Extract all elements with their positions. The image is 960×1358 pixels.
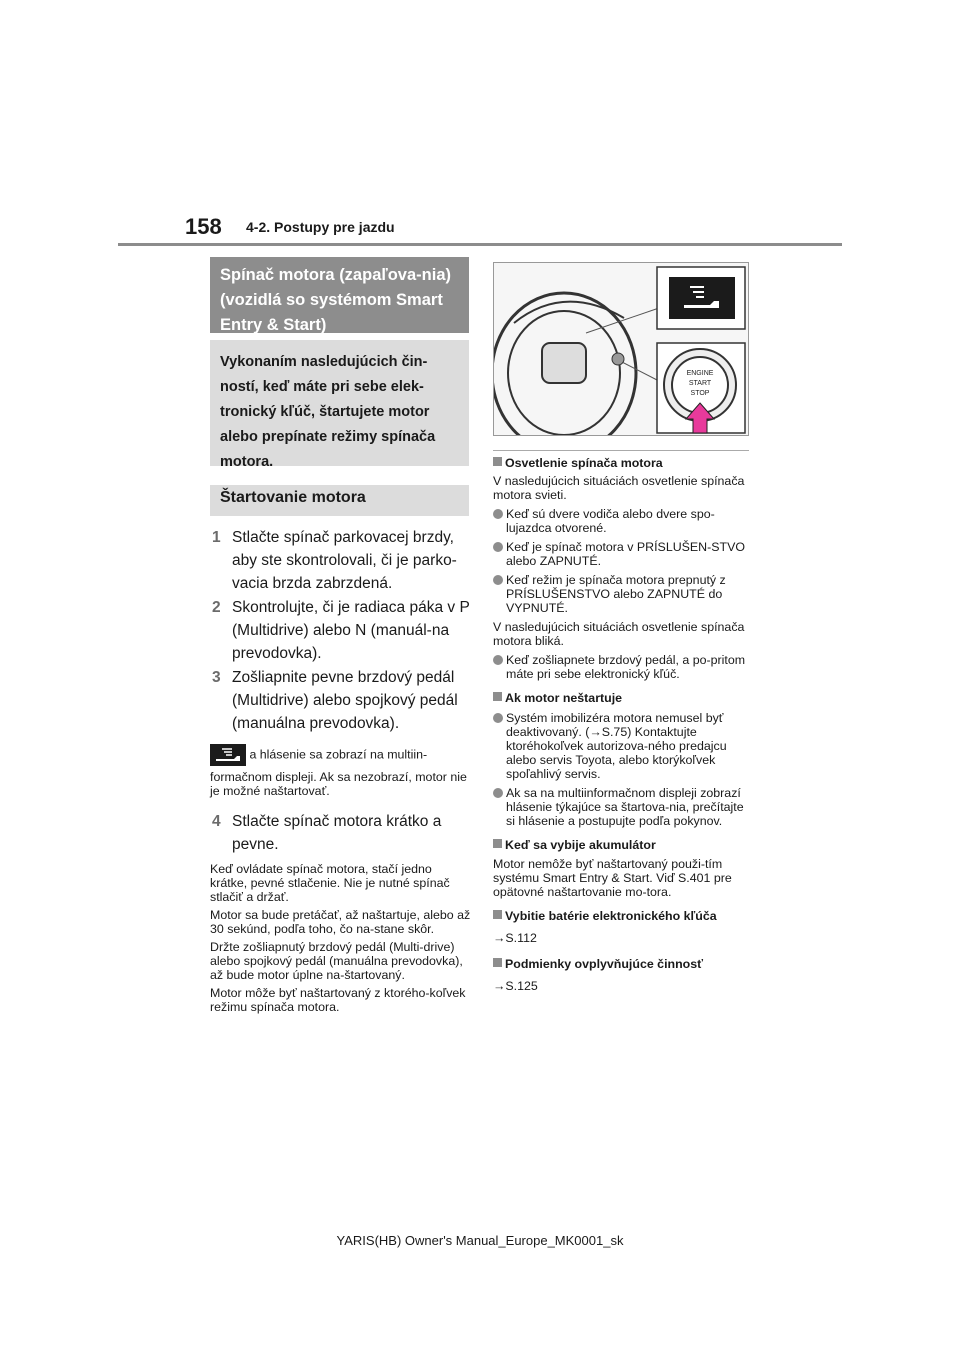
step-number: 1 bbox=[212, 529, 221, 546]
section-title: 4-2. Postupy pre jazdu bbox=[246, 219, 395, 235]
steering-wheel-drawing bbox=[494, 263, 749, 436]
button-label-start: START bbox=[688, 380, 712, 387]
notes bbox=[210, 862, 472, 1014]
step-text: Stlačte spínač motora krátko a pevne. bbox=[232, 813, 442, 853]
round-bullet-icon bbox=[493, 713, 503, 723]
page-reference[interactable]: →S.112 bbox=[493, 931, 537, 945]
topic-not-starting bbox=[493, 691, 753, 705]
round-bullet-icon bbox=[493, 575, 503, 585]
list-item bbox=[493, 711, 753, 781]
step-text: Skontrolujte, či je radiaca páka v P (Multidrive) alebo N (manuál-na prevodovka). bbox=[232, 599, 470, 662]
dashboard-illustration bbox=[493, 262, 749, 436]
list-item-text: Systém imobilizéra motora nemusel byť deaktivovaný. (→S.75) Kontaktujte ktoréhokoľvek autorizova-ného predajcu alebo servis Toyota, alebo ktorýkoľvek spoľahlivý servis. bbox=[506, 711, 727, 781]
list-item-text: Ak sa na multiinformačnom displeji zobrazí hlásenie týkajúce sa štartova-nia, prečítajte si hlásenie a postupujte podľa pokynov. bbox=[506, 786, 744, 828]
list-item-text: Keď sú dvere vodiča alebo dvere spo-lujazdca otvorené. bbox=[506, 507, 715, 535]
page-number: 158 bbox=[185, 214, 222, 239]
list-item bbox=[493, 653, 753, 681]
list-item-text: Keď je spínač motora v PRÍSLUŠEN-STVO alebo ZAPNUTÉ. bbox=[506, 540, 745, 568]
list-item-text: Keď zošliapnete brzdový pedál, a po-pritom máte pri sebe elektronický kľúč. bbox=[506, 653, 746, 681]
list-item bbox=[493, 507, 753, 535]
square-bullet-icon bbox=[493, 910, 502, 919]
step-number: 2 bbox=[212, 599, 221, 616]
list-item-text: Keď režim je spínača motora prepnutý z PRÍSLUŠENSTVO alebo ZAPNUTÉ do VYPNUTÉ. bbox=[506, 573, 726, 615]
indicator-note-text-1: a hlásenie sa zobrazí na multiin- bbox=[246, 747, 428, 762]
list-item bbox=[493, 573, 753, 615]
topic-heading: Vybitie batérie elektronického kľúča bbox=[505, 909, 717, 923]
square-bullet-icon bbox=[493, 457, 502, 466]
button-label-stop: STOP bbox=[690, 390, 710, 397]
square-bullet-icon bbox=[493, 692, 502, 701]
step-number: 4 bbox=[212, 813, 221, 830]
topic-heading: Keď sa vybije akumulátor bbox=[505, 838, 656, 852]
note-paragraph: Keď ovládate spínač motora, stačí jedno krátke, pevné stlačenie. Nie je nutné spínač stlačiť a držať. bbox=[210, 862, 450, 904]
paragraph: V nasledujúcich situáciách osvetlenie spínača motora bliká. bbox=[493, 620, 745, 648]
step-text: Zošliapnite pevne brzdový pedál (Multidrive) alebo spojkový pedál (manuálna prevodovka). bbox=[232, 669, 458, 732]
topic-heading: Podmienky ovplyvňujúce činnosť bbox=[505, 957, 704, 971]
topic-key-battery bbox=[493, 909, 753, 923]
topic-conditions bbox=[493, 957, 753, 971]
round-bullet-icon bbox=[493, 509, 503, 519]
list-item bbox=[493, 786, 753, 828]
button-label-engine: ENGINE bbox=[686, 370, 714, 377]
topic-illumination bbox=[493, 456, 753, 470]
illustration-divider bbox=[493, 450, 749, 451]
round-bullet-icon bbox=[493, 542, 503, 552]
footer: YARIS(HB) Owner's Manual_Europe_MK0001_sk bbox=[336, 1233, 624, 1248]
round-bullet-icon bbox=[493, 788, 503, 798]
step-2 bbox=[212, 596, 474, 665]
topic-heading: Ak motor neštartuje bbox=[505, 691, 623, 705]
main-heading: Spínač motora (zapaľova-nia) (vozidlá so systémom Smart Entry & Start) bbox=[210, 257, 469, 333]
step-number: 3 bbox=[212, 669, 221, 686]
step-4 bbox=[212, 810, 474, 856]
square-bullet-icon bbox=[493, 839, 502, 848]
note-paragraph: Motor môže byť naštartovaný z ktorého-koľvek režimu spínača motora. bbox=[210, 986, 466, 1014]
indicator-note-text-2: formačnom displeji. Ak sa nezobrazí, motor nie je možné naštartovať. bbox=[210, 770, 467, 798]
step-1 bbox=[212, 526, 474, 595]
note-paragraph: Držte zošliapnutý brzdový pedál (Multi-drive) alebo spojkový pedál (manuálna prevodovka), až bude motor úplne na-štartovaný. bbox=[210, 940, 463, 982]
paragraph: Motor nemôže byť naštartovaný použi-tím systému Smart Entry & Start. Viď S.401 pre opätovné naštartovanie mo-tora. bbox=[493, 857, 732, 899]
intro-box: Vykonaním nasledujúcich čin-ností, keď máte pri sebe elek-tronický kľúč, štartujete motor alebo prepínate režimy spínača motora. bbox=[210, 340, 469, 466]
step-text: Stlačte spínač parkovacej brzdy, aby ste skontrolovali, či je parko-vacia brzda zabrzdená. bbox=[232, 529, 457, 592]
sub-heading: Štartovanie motora bbox=[210, 485, 469, 516]
right-column bbox=[493, 456, 753, 993]
note-paragraph: Motor sa bude pretáčať, až naštartuje, alebo až 30 sekúnd, podľa toho, čo na-stane skôr. bbox=[210, 908, 471, 936]
list-item bbox=[493, 540, 753, 568]
topic-battery bbox=[493, 838, 753, 852]
indicator-note bbox=[210, 744, 472, 798]
page-reference[interactable]: →S.125 bbox=[493, 979, 538, 993]
engine-start-indicator-icon bbox=[210, 744, 246, 766]
header-divider bbox=[118, 243, 842, 246]
square-bullet-icon bbox=[493, 958, 502, 967]
topic-heading: Osvetlenie spínača motora bbox=[505, 456, 663, 470]
round-bullet-icon bbox=[493, 655, 503, 665]
paragraph: V nasledujúcich situáciách osvetlenie spínača motora svieti. bbox=[493, 474, 745, 502]
step-3 bbox=[212, 666, 474, 735]
